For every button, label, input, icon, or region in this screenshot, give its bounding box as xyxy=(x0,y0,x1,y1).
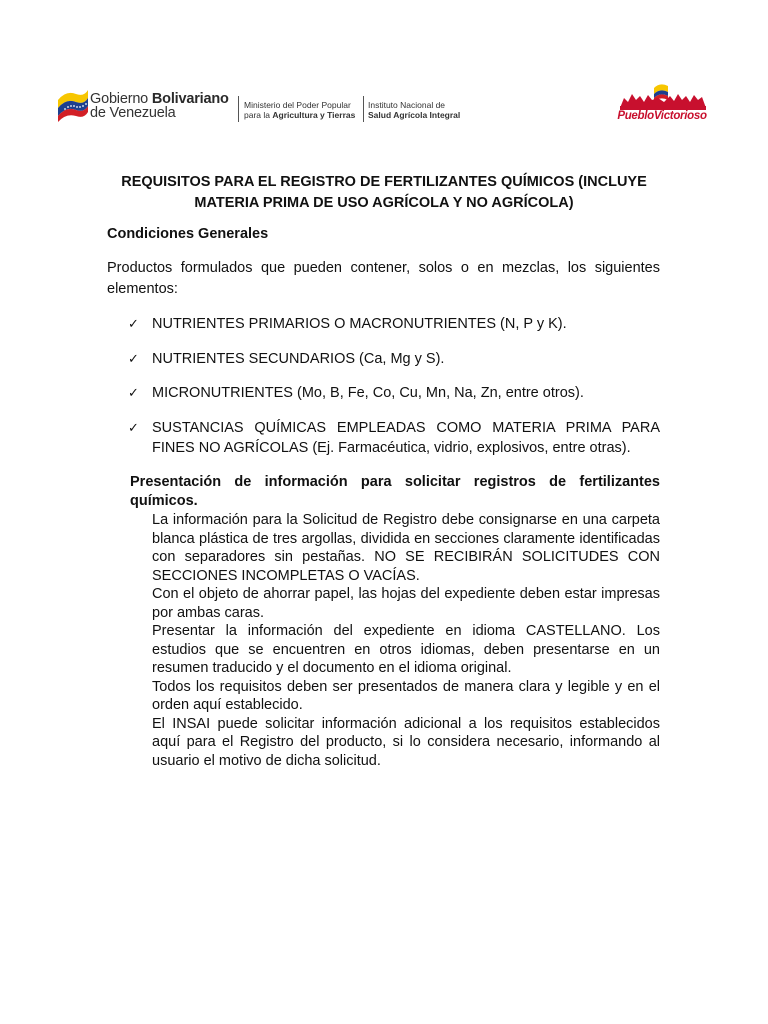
checkmark-icon: ✓ xyxy=(128,419,139,435)
checkmark-icon: ✓ xyxy=(128,316,139,331)
gobierno-bolivariano-text: Gobierno Bolivariano de Venezuela xyxy=(90,91,229,121)
paragraph: La información para la Solicitud de Registro debe consignarse en una carpeta blanca plástica de tres argollas, dividida en secciones claramente identificadas con separadores sin pestañas. NO SE RECIBIRÁN SOLICITUDES CON SECCIONES INCOMPLETAS O VACÍAS. xyxy=(152,512,660,584)
list-item-text: MICRONUTRIENTES (Mo, B, Fe, Co, Cu, Mn, Na, Zn, entre otros). xyxy=(152,385,584,401)
paragraph: Con el objeto de ahorrar papel, las hojas del expediente deben estar impresas por ambas caras. xyxy=(152,586,660,621)
elements-list xyxy=(128,314,660,473)
section-heading: Condiciones Generales xyxy=(107,226,269,242)
list-item xyxy=(128,418,660,459)
list-item-text: NUTRIENTES PRIMARIOS O MACRONUTRIENTES (N, P y K). xyxy=(152,316,567,332)
letterhead xyxy=(56,78,716,128)
insai-text: Instituto Nacional de Salud Agrícola Integral xyxy=(368,100,461,120)
list-item xyxy=(128,383,660,404)
checkmark-icon: ✓ xyxy=(128,385,139,400)
venezuela-flag-logo xyxy=(56,82,90,122)
list-item xyxy=(128,314,660,335)
paragraph: El INSAI puede solicitar información adicional a los requisitos establecidos aquí para el Registro del producto, si lo considera necesario, informando al usuario el motivo de dicha solicitud. xyxy=(152,715,660,769)
ministry-text: Ministerio del Poder Popular para la Agricultura y Tierras xyxy=(244,100,356,120)
checkmark-icon: ✓ xyxy=(128,350,139,366)
paragraph: Todos los requisitos deben ser presentados de manera clara y legible y en el orden aquí establecido. xyxy=(152,678,660,713)
list-item xyxy=(128,349,660,370)
divider xyxy=(238,96,239,122)
list-item-text: SUSTANCIAS QUÍMICAS EMPLEADAS COMO MATERIA PRIMA PARA FINES NO AGRÍCOLAS (Ej. Farmacéutica, vidrio, explosivos, entre otras). xyxy=(152,419,660,456)
divider xyxy=(363,96,364,122)
presentation-heading: Presentación de información para solicitar registros de fertilizantes químicos. xyxy=(130,474,660,509)
paragraph: Presentar la información del expediente en idioma CASTELLANO. Los estudios que se encuentren en otros idiomas, deben presentarse en un resumen traducido y el documento en el idioma original. xyxy=(152,623,660,676)
crowd-flag-icon xyxy=(614,78,710,112)
pueblo-victorioso-label: PuebloVictorioso xyxy=(617,110,707,122)
intro-paragraph: Productos formulados que pueden contener, solos o en mezclas, los siguientes elementos: xyxy=(107,260,660,297)
pueblo-victorioso-logo xyxy=(614,78,710,128)
list-item-text: NUTRIENTES SECUNDARIOS (Ca, Mg y S). xyxy=(152,350,445,367)
presentation-paragraphs xyxy=(152,511,660,770)
document-title: REQUISITOS PARA EL REGISTRO DE FERTILIZANTES QUÍMICOS (INCLUYE MATERIA PRIMA DE USO AGRÍCOLA Y NO AGRÍCOLA) xyxy=(121,174,647,211)
